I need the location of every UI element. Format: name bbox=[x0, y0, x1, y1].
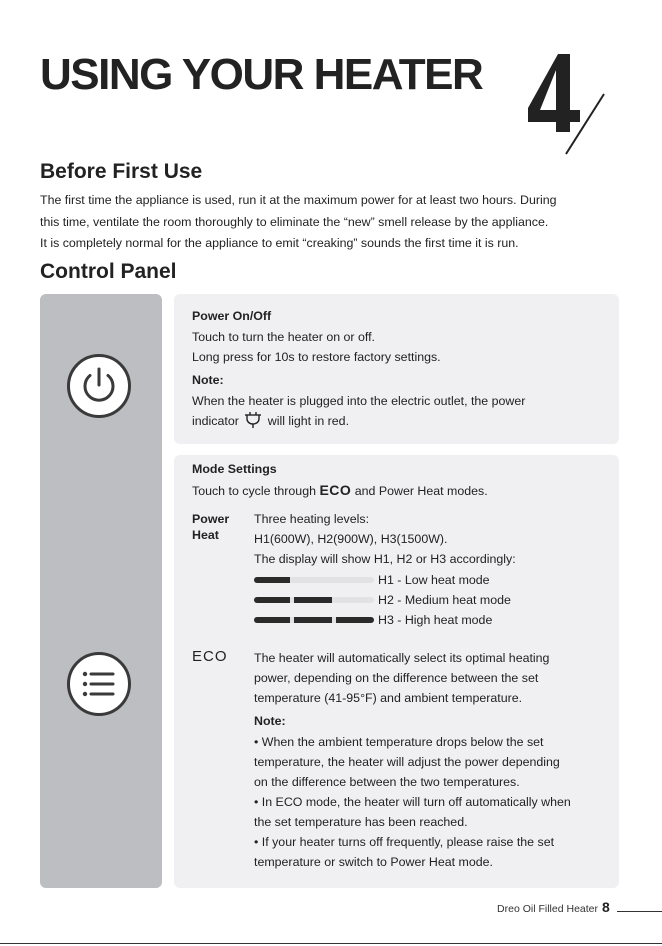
eco-line: The heater will automatically select its optimal heating bbox=[254, 651, 550, 665]
control-panel-heading: Control Panel bbox=[40, 260, 177, 283]
heat-level-label: H3 - High heat mode bbox=[378, 613, 493, 627]
eco-label: ECO bbox=[192, 648, 228, 665]
before-first-use-text bbox=[40, 190, 622, 255]
footer-divider bbox=[617, 911, 662, 912]
bar-segment bbox=[254, 597, 290, 603]
mode-text: Touch to cycle through bbox=[192, 484, 316, 498]
power-icon bbox=[67, 354, 131, 418]
heat-level-bar-h1 bbox=[254, 577, 374, 583]
power-note-line: When the heater is plugged into the electric outlet, the power bbox=[192, 394, 526, 408]
control-panel-sidebar bbox=[40, 294, 162, 888]
power-line: Touch to turn the heater on or off. bbox=[192, 330, 375, 344]
heat-level-bar-h3 bbox=[254, 617, 374, 623]
eco-note-line: • In ECO mode, the heater will turn off automatically when bbox=[254, 795, 571, 809]
eco-note-line: temperature, the heater will adjust the power depending bbox=[254, 755, 560, 769]
power-note-label: Note: bbox=[192, 373, 224, 387]
eco-line: power, depending on the difference between the set bbox=[254, 671, 539, 685]
bar-segment bbox=[254, 617, 290, 623]
bar-segment bbox=[294, 597, 332, 603]
bar-segment bbox=[254, 577, 290, 583]
plug-icon bbox=[244, 412, 262, 428]
intro-line: It is completely normal for the appliance to emit “creaking” sounds the first time it is run. bbox=[40, 236, 519, 250]
eco-note-line: on the difference between the two temperatures. bbox=[254, 775, 520, 789]
mode-text: and Power Heat modes. bbox=[354, 484, 488, 498]
mode-line bbox=[192, 480, 488, 501]
power-heat-label: Heat bbox=[192, 528, 219, 542]
before-first-use-heading: Before First Use bbox=[40, 160, 203, 183]
heat-level-label: H2 - Medium heat mode bbox=[378, 593, 511, 607]
page-number: 8 bbox=[602, 899, 610, 915]
heat-level-bar-h2 bbox=[254, 597, 374, 603]
power-heat-line: H1(600W), H2(900W), H3(1500W). bbox=[254, 532, 448, 546]
eco-note-label: Note: bbox=[254, 714, 286, 728]
heat-level-label: H1 - Low heat mode bbox=[378, 573, 490, 587]
intro-line: this time, ventilate the room thoroughly to eliminate the “new” smell release by the appliance. bbox=[40, 214, 549, 229]
eco-line: temperature (41-95°F) and ambient temperature. bbox=[254, 691, 523, 705]
intro-line: The first time the appliance is used, run it at the maximum power for at least two hours. During bbox=[40, 193, 557, 207]
power-line: Long press for 10s to restore factory settings. bbox=[192, 350, 441, 364]
eco-note-line: temperature or switch to Power Heat mode. bbox=[254, 855, 493, 869]
power-title: Power On/Off bbox=[192, 309, 272, 323]
eco-note-line: the set temperature has been reached. bbox=[254, 815, 468, 829]
note-text: indicator bbox=[192, 414, 239, 428]
page-bottom-border bbox=[0, 943, 662, 944]
mode-title: Mode Settings bbox=[192, 462, 277, 476]
power-heat-label: Power bbox=[192, 512, 230, 526]
footer-product-name: Dreo Oil Filled Heater bbox=[497, 903, 598, 915]
eco-word: ECO bbox=[319, 482, 352, 498]
page-title: USING YOUR HEATER bbox=[40, 50, 483, 99]
power-heat-line: Three heating levels: bbox=[254, 512, 370, 526]
mode-card bbox=[174, 455, 619, 888]
menu-list-icon bbox=[67, 652, 131, 716]
bar-segment bbox=[336, 617, 374, 623]
chapter-number-4 bbox=[528, 46, 612, 158]
power-card bbox=[174, 294, 619, 444]
eco-note-line: • If your heater turns off frequently, please raise the set bbox=[254, 835, 555, 849]
eco-note-line: • When the ambient temperature drops below the set bbox=[254, 735, 544, 749]
note-text: will light in red. bbox=[267, 414, 350, 428]
power-heat-line: The display will show H1, H2 or H3 accordingly: bbox=[254, 552, 516, 566]
bar-segment bbox=[294, 617, 332, 623]
power-note-line bbox=[192, 411, 349, 431]
